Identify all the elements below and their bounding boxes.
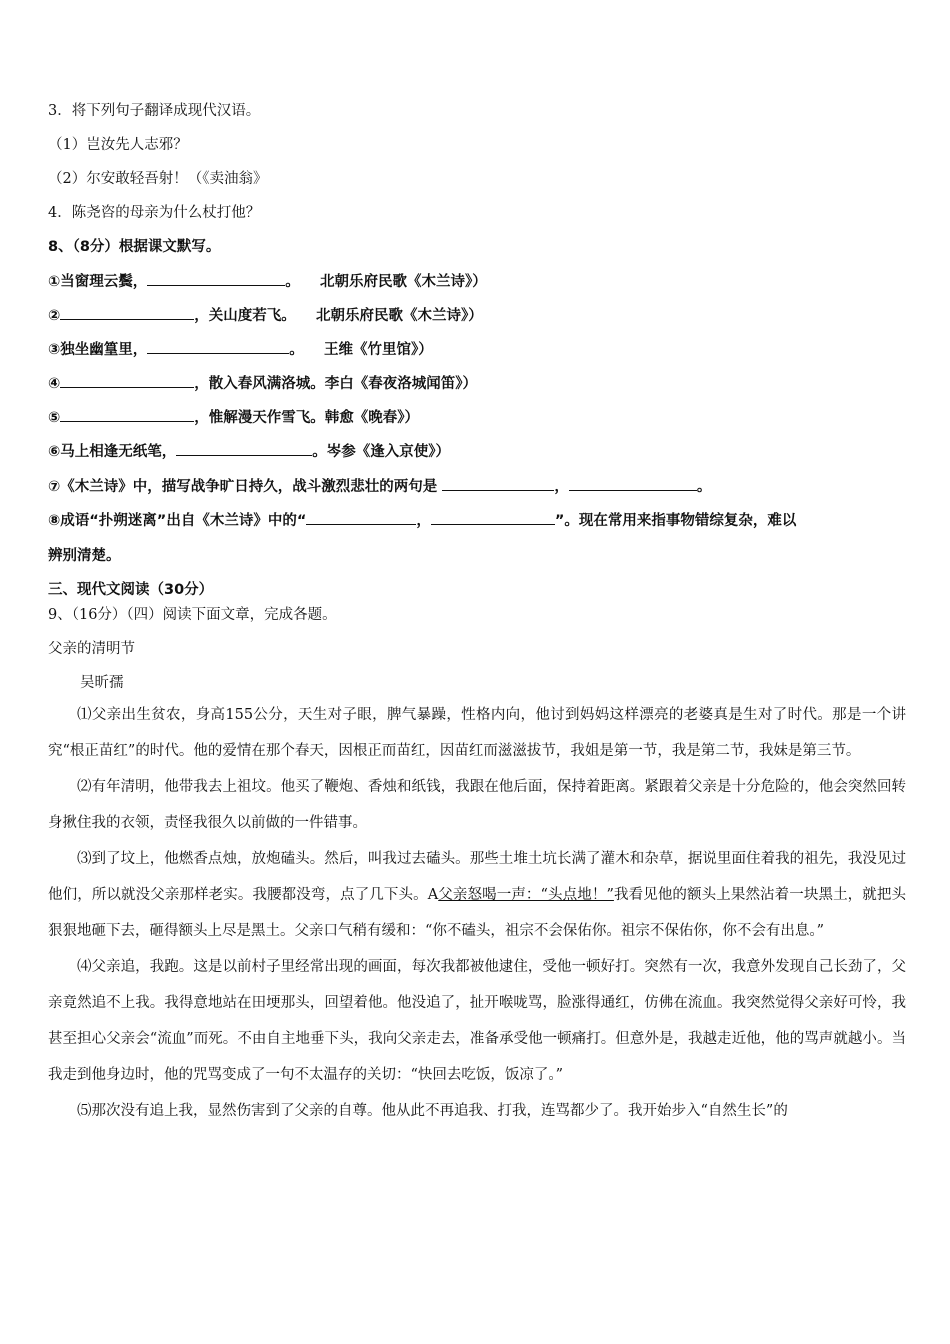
answer-blank[interactable]: [569, 476, 697, 491]
answer-blank[interactable]: [306, 510, 416, 525]
q3-item-1: （1）岂汝先人志邪？: [48, 137, 188, 153]
q8-line-4-post: ，散入春风满洛城。李白《春夜洛城闻笛》）: [194, 376, 478, 392]
q8-line-1-post: 。 北朝乐府民歌《木兰诗》）: [285, 274, 487, 290]
q8-line-3-pre: ③独坐幽篁里，: [48, 342, 148, 358]
article-title: 父亲的清明节: [48, 641, 135, 657]
q8-line-5-pre: ⑤: [48, 410, 61, 426]
q8-line-7-pre: ⑦《木兰诗》中，描写战争旷日持久，战斗激烈悲壮的两句是: [48, 479, 443, 495]
q8-line-8-pre: ⑧成语“扑朔迷离”出自《木兰诗》中的“: [48, 513, 307, 529]
q8-line-3: [48, 339, 433, 360]
q8-line-7-mid: ，: [554, 479, 569, 495]
q8-line-4-pre: ④: [48, 376, 61, 392]
q8-line-6-post: 。岑参《逢入京使》）: [312, 444, 451, 460]
answer-blank[interactable]: [147, 271, 285, 286]
q8-line-4: [48, 373, 477, 394]
article-paragraph-5: ⑸那次没有追上我，显然伤害到了父亲的自尊。他从此不再追我、打我，连骂都少了。我开始步入“自然生长”的: [77, 1103, 788, 1119]
answer-blank[interactable]: [60, 305, 194, 320]
q8-line-3-post: 。 王维《竹里馆》）: [289, 342, 433, 358]
article-paragraph-2: ⑵有年清明，他带我去上祖坟。他买了鞭炮、香烛和纸钱，我跟在他后面，保持着距离。紧跟着父亲是十分危险的，他会突然回转身揪住我的衣领，责怪我很久以前做的一件错事。: [48, 779, 906, 831]
q8-line-7-post: 。: [696, 479, 712, 495]
q3-item-2: （2）尔安敢轻吾射！（《卖油翁》: [48, 171, 268, 187]
answer-blank[interactable]: [147, 339, 289, 354]
q8-line-8: [48, 510, 796, 531]
q8-line-1-pre: ①当窗理云鬓，: [48, 274, 148, 290]
q9-heading: 9、（16分）（四）阅读下面文章，完成各题。: [48, 607, 337, 623]
q8-line-2: [48, 305, 483, 326]
q8-line-7: [48, 476, 711, 497]
q8-line-5-post: ，惟解漫天作雪飞。韩愈《晚春》）: [194, 410, 420, 426]
article-body: [48, 697, 906, 1129]
answer-blank[interactable]: [442, 476, 554, 491]
q8-line-1: [48, 271, 487, 292]
q8-line-8-post: ”。现在常用来指事物错综复杂，难以: [554, 513, 797, 529]
article-paragraph-4: ⑷父亲追，我跑。这是以前村子里经常出现的画面，每次我都被他逮住，受他一顿好打。突然有一次，我意外发现自己长劲了，父亲竟然追不上我。我得意地站在田埂那头，回望着他。他没追了，扯开喉咙骂，脸涨得通红，仿佛在流血。我突然觉得父亲好可怜，我甚至担心父亲会“流血”而死。不由自主地垂下头，我向父亲走去，准备承受他一顿痛打。但意外是，我越走近他，他的骂声就越小。当我走到他身边时，他的咒骂变成了一句不太温存的关切：“快回去吃饭，饭凉了。”: [48, 959, 906, 1083]
answer-blank[interactable]: [431, 510, 555, 525]
q3-prompt: 3．将下列句子翻译成现代汉语。: [48, 103, 261, 119]
paragraph-3-start: ⑶到了坟上，他燃香点烛，放炮磕头。然后，叫我过去磕头。那些土堆土坑长满了灌木和杂草，据说里面住着我的祖先，我没见过他们，所以就没父亲那样老实。我腰都没弯，点了几下头。A: [48, 851, 906, 903]
answer-blank[interactable]: [60, 373, 194, 388]
q8-heading: 8、（8分）根据课文默写。: [48, 239, 221, 255]
article-author: 吴昕孺: [80, 675, 124, 691]
paragraph-3-end: 我看见他的额头上果然沾着一块黑土，就把头狠狠地砸下去，砸得额头上尽是黑土。父亲口气稍有缓和：“你不磕头，祖宗不会保佑你。祖宗不保佑你，你不会有出息。”: [48, 887, 907, 939]
answer-blank[interactable]: [176, 441, 312, 456]
section-heading: 三、现代文阅读（30分）: [48, 582, 214, 598]
q8-line-6: [48, 441, 450, 462]
q8-line-8-mid: ，: [416, 513, 431, 529]
underlined-sentence-a: 父亲怒喝一声：“头点地！”: [438, 887, 614, 903]
q8-line-8-continued: 辨别清楚。: [48, 548, 121, 564]
article-paragraph-3: [48, 841, 906, 949]
q8-line-2-post: ，关山度若飞。 北朝乐府民歌《木兰诗》）: [194, 308, 483, 324]
q4-question: 4．陈尧咨的母亲为什么杖打他？: [48, 205, 261, 221]
q8-line-2-pre: ②: [48, 308, 61, 324]
article-paragraph-1: ⑴父亲出生贫农，身高155公分，天生对子眼，脾气暴躁，性格内向，他讨到妈妈这样漂亮的老婆真是生对了时代。那是一个讲究“根正苗红”的时代。他的爱情在那个春天，因根正而苗红，因苗红而滋滋拔节，我姐是第一节，我是第二节，我妹是第三节。: [48, 707, 906, 759]
q8-line-5: [48, 407, 419, 428]
answer-blank[interactable]: [60, 407, 194, 422]
q8-line-6-pre: ⑥马上相逢无纸笔，: [48, 444, 177, 460]
